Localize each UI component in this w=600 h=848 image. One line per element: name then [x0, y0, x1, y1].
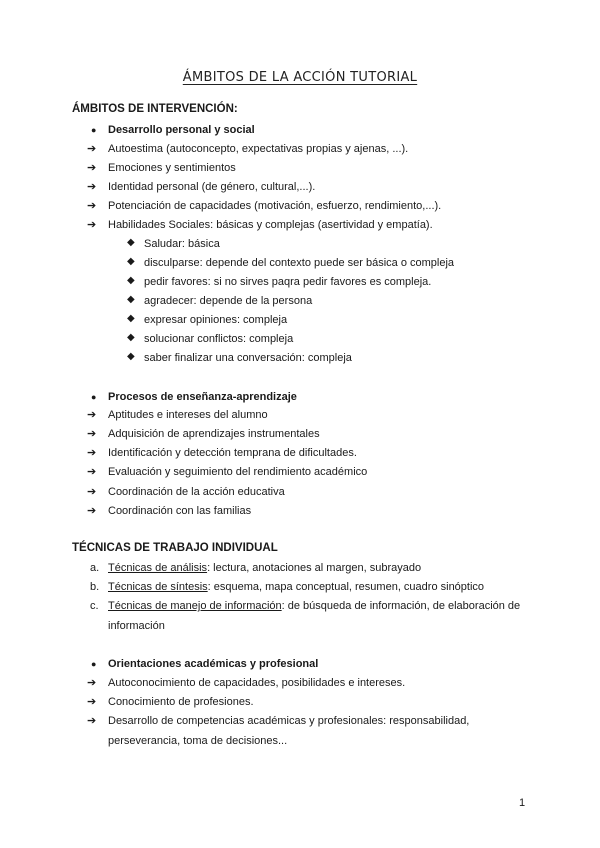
list-item: Evaluación y seguimiento del rendimiento académico — [108, 466, 368, 478]
section-heading-tecnicas: TÉCNICAS DE TRABAJO INDIVIDUAL — [72, 542, 278, 554]
arrow-icon: ➔ — [87, 162, 97, 174]
list-item: Autoestima (autoconcepto, expectativas propias y ajenas, ...). — [108, 143, 409, 155]
technique-desc: : lectura, anotaciones al margen, subrayado — [207, 562, 422, 574]
technique-desc: : esquema, mapa conceptual, resumen, cuadro sinóptico — [207, 581, 485, 593]
diamond-icon: ◆ — [127, 351, 135, 362]
diamond-icon: ◆ — [127, 237, 135, 248]
list-item: Aptitudes e intereses del alumno — [108, 409, 268, 421]
technique-term: Técnicas de análisis — [108, 562, 208, 574]
list-item: Coordinación con las familias — [108, 505, 252, 517]
diamond-icon: ◆ — [127, 256, 135, 267]
arrow-icon: ➔ — [87, 715, 97, 727]
list-letter: a. — [90, 562, 100, 574]
arrow-icon: ➔ — [87, 219, 97, 231]
list-item: Adquisición de aprendizajes instrumentales — [108, 428, 320, 440]
arrow-icon: ➔ — [87, 466, 97, 478]
list-item: Coordinación de la acción educativa — [108, 486, 285, 498]
bullet-icon: ● — [91, 659, 97, 669]
list-item-continuation: perseverancia, toma de decisiones... — [108, 735, 288, 747]
technique-term: Técnicas de manejo de información — [108, 600, 282, 612]
arrow-icon: ➔ — [87, 200, 97, 212]
section-heading-ambitos: ÁMBITOS DE INTERVENCIÓN: — [72, 103, 238, 115]
group-label-desarrollo: Desarrollo personal y social — [108, 124, 255, 136]
list-item: Identidad personal (de género, cultural,...). — [108, 181, 316, 193]
arrow-icon: ➔ — [87, 447, 97, 459]
page-title: ÁMBITOS DE LA ACCIÓN TUTORIAL — [182, 70, 418, 85]
sub-list-item: solucionar conflictos: compleja — [144, 333, 294, 345]
arrow-icon: ➔ — [87, 677, 97, 689]
list-letter: c. — [90, 600, 99, 612]
page-number: 1 — [519, 797, 526, 809]
technique-item — [108, 599, 520, 613]
arrow-icon: ➔ — [87, 428, 97, 440]
list-item: Emociones y sentimientos — [108, 162, 236, 174]
arrow-icon: ➔ — [87, 143, 97, 155]
list-item: Desarrollo de competencias académicas y profesionales: responsabilidad, — [108, 715, 470, 727]
arrow-icon: ➔ — [87, 486, 97, 498]
arrow-icon: ➔ — [87, 181, 97, 193]
technique-desc: : de búsqueda de información, de elaboración de — [281, 600, 521, 612]
sub-list-item: agradecer: depende de la persona — [144, 295, 313, 307]
list-item: Conocimiento de profesiones. — [108, 696, 254, 708]
technique-continuation: información — [108, 620, 165, 632]
list-letter: b. — [90, 581, 100, 593]
sub-list-item: Saludar: básica — [144, 238, 220, 250]
technique-item — [108, 561, 421, 575]
sub-list-item: saber finalizar una conversación: compleja — [144, 352, 352, 364]
diamond-icon: ◆ — [127, 313, 135, 324]
diamond-icon: ◆ — [127, 275, 135, 286]
diamond-icon: ◆ — [127, 294, 135, 305]
list-item: Potenciación de capacidades (motivación, esfuerzo, rendimiento,...). — [108, 200, 442, 212]
arrow-icon: ➔ — [87, 696, 97, 708]
technique-item — [108, 580, 484, 594]
arrow-icon: ➔ — [87, 409, 97, 421]
sub-list-item: disculparse: depende del contexto puede ser básica o compleja — [144, 257, 455, 269]
list-item: Identificación y detección temprana de dificultades. — [108, 447, 357, 459]
technique-term: Técnicas de síntesis — [108, 581, 208, 593]
group-label-procesos: Procesos de enseñanza-aprendizaje — [108, 391, 297, 403]
group-label-orientaciones: Orientaciones académicas y profesional — [108, 658, 319, 670]
bullet-icon: ● — [91, 392, 97, 402]
list-item: Habilidades Sociales: básicas y complejas (asertividad y empatía). — [108, 219, 433, 231]
diamond-icon: ◆ — [127, 332, 135, 343]
sub-list-item: expresar opiniones: compleja — [144, 314, 288, 326]
sub-list-item: pedir favores: si no sirves paqra pedir favores es compleja. — [144, 276, 432, 288]
list-item: Autoconocimiento de capacidades, posibilidades e intereses. — [108, 677, 406, 689]
arrow-icon: ➔ — [87, 505, 97, 517]
bullet-icon: ● — [91, 125, 97, 135]
